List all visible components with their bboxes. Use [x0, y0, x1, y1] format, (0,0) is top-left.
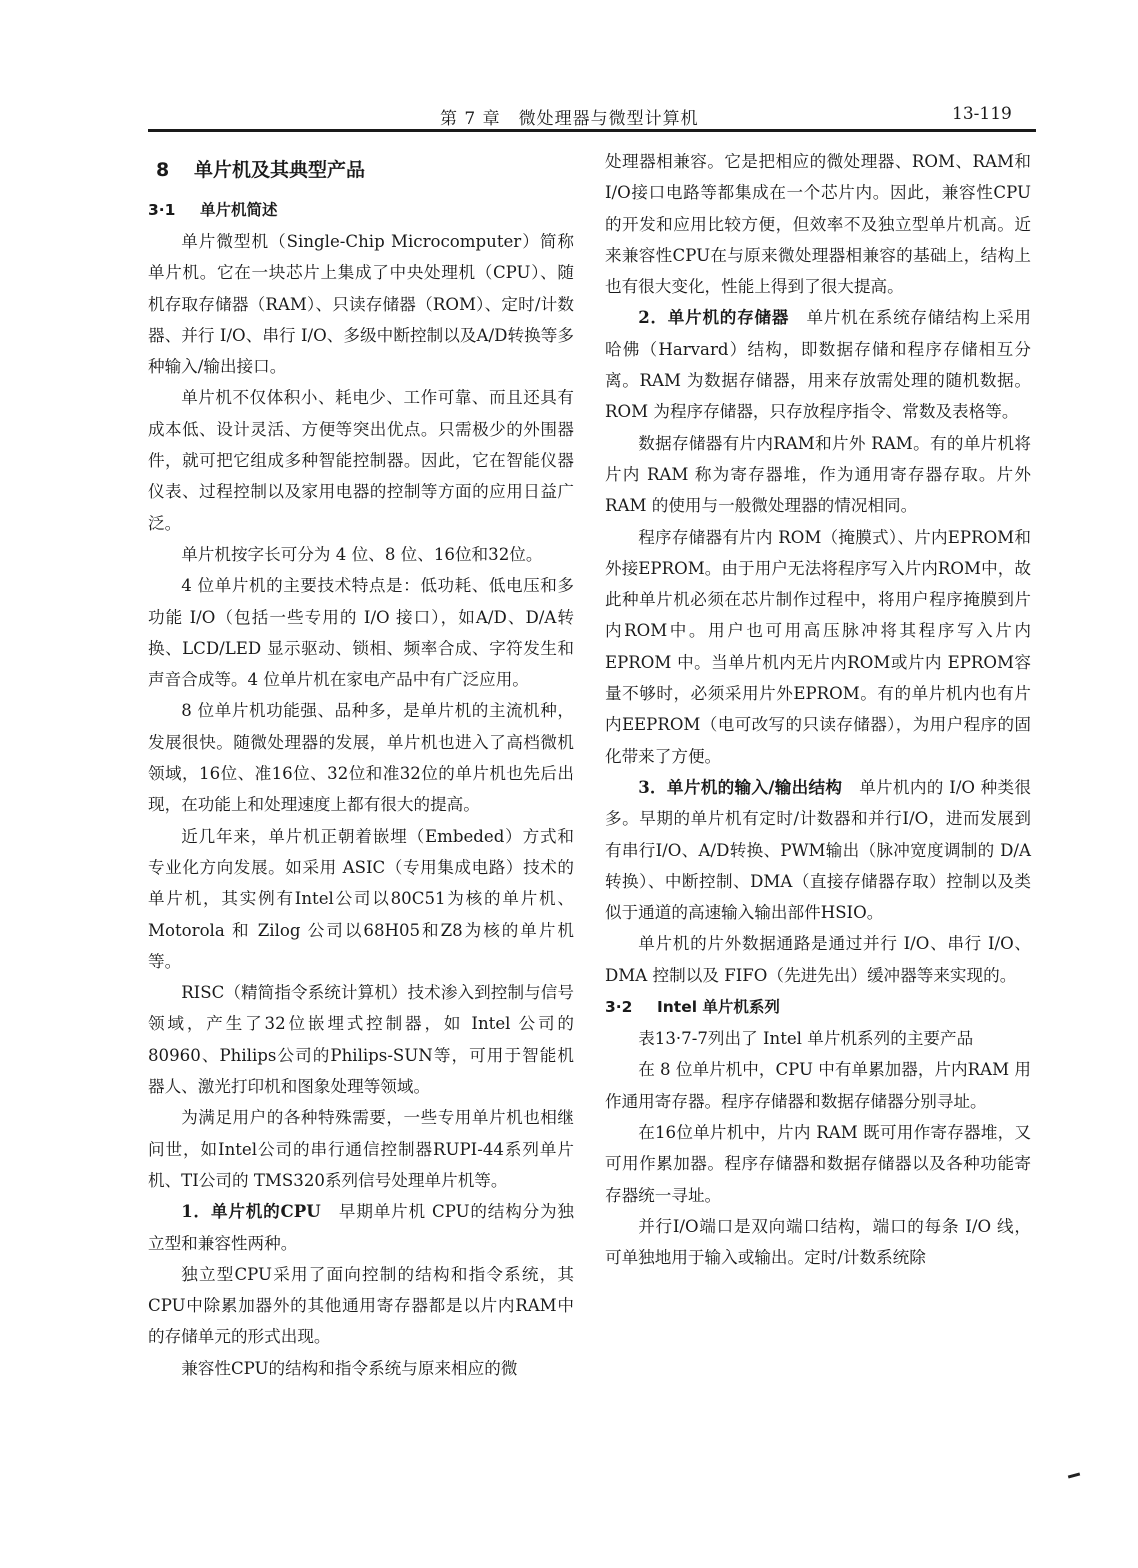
subsection-number: 3·2 [605, 998, 633, 1017]
section-heading [148, 154, 574, 186]
run-in-heading: 3．单片机的输入/输出结构 [638, 776, 843, 797]
paragraph: 数据存储器有片内RAM和片外 RAM。有的单片机将片内 RAM 称为寄存器堆，作为通用寄存器存取。片外 RAM 的使用与一般微处理器的情况相同。 [605, 433, 1031, 516]
paragraph: 8 位单片机功能强、品种多，是单片机的主流机种，发展很快。随微处理器的发展，单片机也进入了高档微机领域，16位、准16位、32位和准32位的单片机也先后出现，在功能上和处理速度上都有很大的提高。 [148, 701, 574, 815]
paragraph: 在16位单片机中，片内 RAM 既可用作寄存器堆，又可用作累加器。程序存储器和数据存储器以及各种功能寄存器统一寻址。 [605, 1122, 1031, 1205]
subsection-heading-3-1 [148, 194, 574, 226]
run-in-heading: 1．单片机的CPU [181, 1201, 321, 1222]
paragraph: 4 位单片机的主要技术特点是：低功耗、低电压和多功能 I/O（包括一些专用的 I/O 接口），如A/D、D/A转换、LCD/LED 显示驱动、锁相、频率合成、字符发生和声音合成等。4 位单片机在家电产品中有广泛应用。 [148, 576, 574, 690]
paragraph: 近几年来，单片机正朝着嵌埋（Embeded）方式和专业化方向发展。如采用 ASIC（专用集成电路）技术的单片机，其实例有Intel公司以80C51为核的单片机、Motorola 和 Zilog 公司以68H05和Z8为核的单片机等。 [148, 826, 574, 971]
paragraph: 独立型CPU采用了面向控制的结构和指令系统，其CPU中除累加器外的其他通用寄存器都是以片内RAM中的存储单元的形式出现。 [148, 1264, 574, 1347]
paragraph: 单片机不仅体积小、耗电少、工作可靠、而且还具有成本低、设计灵活、方便等突出优点。只需极少的外围器件，就可把它组成多种智能控制器。因此，它在智能仪器仪表、过程控制以及家用电器的控制等方面的应用日益广泛。 [148, 388, 574, 533]
paragraph: 为满足用户的各种特殊需要，一些专用单片机也相继问世，如Intel公司的串行通信控制器RUPI-44系列单片机、TI公司的 TMS320系列信号处理单片机等。 [148, 1108, 574, 1190]
subsection-number: 3·1 [148, 201, 176, 219]
paragraph: 兼容性CPU的结构和指令系统与原来相应的微 [181, 1358, 518, 1378]
paragraph: 在 8 位单片机中，CPU 中有单累加器，片内RAM 用作通用寄存器。程序存储器和数据存储器分别寻址。 [605, 1060, 1031, 1111]
subsection-title: Intel 单片机系列 [657, 998, 780, 1017]
paragraph: 程序存储器有片内 ROM（掩膜式）、片内EPROM和外接EPROM。由于用户无法将程序写入片内ROM中，故此种单片机必须在芯片制作过程中，将用户程序掩膜到片内ROM中。用户也可用高压脉冲将其程序写入片内 EPROM 中。当单片机内无片内ROM或片内 EPROM容量不够时，必须采用片外EPROM。有的单片机内也有片内EEPROM（电可改写的只读存储器），为用户程序的固化带来了方便。 [605, 527, 1031, 766]
paragraph: 单片机的片外数据通路是通过并行 I/O、串行 I/O、DMA 控制以及 FIFO（先进先出）缓冲器等来实现的。 [605, 934, 1031, 985]
paragraph-memory [605, 302, 1031, 427]
paragraph-cpu [148, 1196, 574, 1259]
page-number: 13-119 [952, 104, 1012, 124]
section-title: 单片机及其典型产品 [194, 159, 366, 181]
left-column [148, 146, 574, 1384]
paragraph-text: 单片机在系统存储结构上采用哈佛（Harvard）结构，即数据存储和程序存储相互分离。RAM 为数据存储器，用来存放需处理的随机数据。ROM 为程序存储器，只存放程序指令、常数及表格等。 [605, 308, 1032, 422]
right-column [605, 146, 1031, 1273]
paragraph-text: 早期单片机 CPU的结构分为独立型和兼容性两种。 [148, 1202, 574, 1253]
paragraph: 单片微型机（Single-Chip Microcomputer）简称单片机。它在一块芯片上集成了中央处理机（CPU）、随机存取存储器（RAM）、只读存储器（ROM）、定时/计数器、并行 I/O、串行 I/O、多级中断控制以及A/D转换等多种输入/输出接口。 [148, 232, 574, 377]
subsection-title: 单片机简述 [200, 201, 278, 219]
paragraph: 处理器相兼容。它是把相应的微处理器、ROM、RAM和 I/O接口电路等都集成在一个芯片内。因此，兼容性CPU的开发和应用比较方便，但效率不及独立型单片机高。近来兼容性CPU在与原来微处理器相兼容的基础上，结构上也有很大变化，性能上得到了很大提高。 [605, 152, 1031, 297]
running-header-title: 第 7 章 微处理器与微型计算机 [440, 109, 699, 129]
paragraph: 单片机按字长可分为 4 位、8 位、16位和32位。 [181, 544, 543, 564]
paragraph: RISC（精简指令系统计算机）技术渗入到控制与信号领域，产生了32位嵌埋式控制器，如 Intel 公司的80960、Philips公司的Philips-SUN等，可用于智能机器人、激光打印机和图象处理等领域。 [148, 983, 574, 1097]
paragraph-io [605, 772, 1031, 928]
subsection-heading-3-2 [605, 991, 1031, 1023]
paragraph: 并行I/O端口是双向端口结构，端口的每条 I/O 线，可单独地用于输入或输出。定时/计数系统除 [605, 1216, 1031, 1268]
paragraph-text: 单片机内的 I/O 种类很多。早期的单片机有定时/计数器和并行I/O，进而发展到有串行I/O、A/D转换、PWM输出（脉冲宽度调制的 D/A转换）、中断控制、DMA（直接存储器存取）控制以及类似于通道的高速输入输出部件HSIO。 [605, 777, 1031, 923]
header-rule [148, 129, 1036, 132]
section-number: 8 [156, 159, 170, 181]
run-in-heading: 2．单片机的存储器 [638, 307, 790, 328]
scan-mark [1068, 1472, 1080, 1478]
paragraph: 表13·7-7列出了 Intel 单片机系列的主要产品 [638, 1029, 974, 1049]
